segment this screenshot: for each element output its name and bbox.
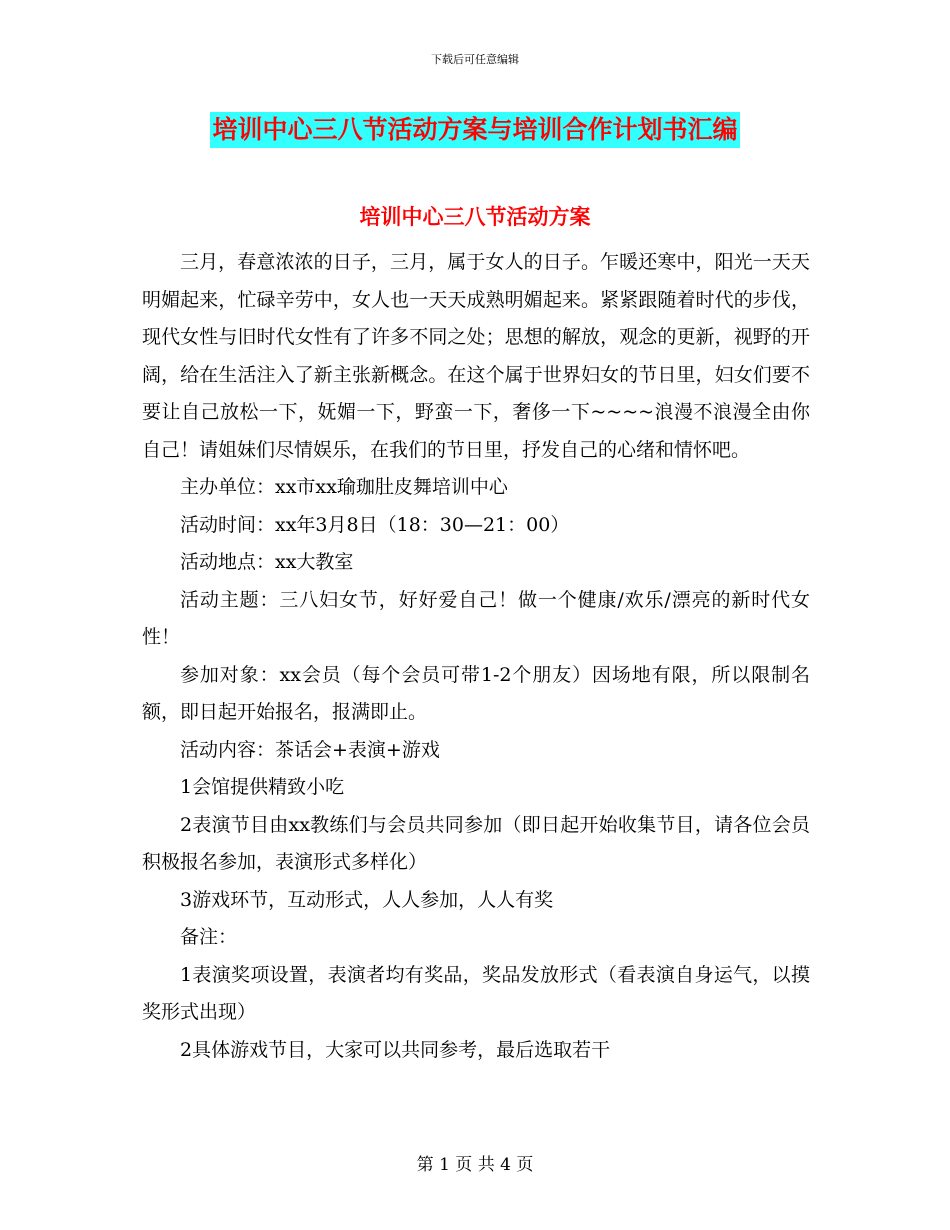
- notes-label: 备注：: [180, 926, 238, 948]
- content-item-1: 1会馆提供精致小吃: [180, 776, 345, 798]
- page-header: [0, 52, 950, 68]
- section-title: 培训中心三八节活动方案: [359, 204, 591, 229]
- note-item-2: 2具体游戏节目，大家可以共同参考，最后选取若干: [180, 1038, 611, 1061]
- download-note: 下载后可任意编辑: [431, 53, 519, 66]
- note-item-1: 1表演奖项设置，表演者均有奖品，奖品发放形式（看表演自身运气，以摸奖形式出现）: [142, 963, 810, 1023]
- page-footer: [0, 1153, 950, 1177]
- event-content-line: 活动内容：茶话会+表演+游戏: [180, 738, 440, 761]
- intro-paragraph: 三月，春意浓浓的日子，三月，属于女人的日子。乍暖还寒中，阳光一天天明媚起来，忙碌辛劳中，女人也一天天成熟明媚起来。紧紧跟随着时代的步伐，现代女性与旧时代女性有了许多不同之处；思想的解放，观念的更新，视野的开阔，给在生活注入了新主张新概念。在这个属于世界妇女的节日里，妇女们要不要让自己放松一下，妩媚一下，野蛮一下，奢侈一下~~~~浪漫不浪漫全由你自己！请姐妹们尽情娱乐，在我们的节日里，抒发自己的心绪和情怀吧。: [142, 251, 810, 461]
- content-item-2: 2表演节目由xx教练们与会员共同参加（即日起开始收集节目，请各位会员积极报名参加，表演形式多样化）: [142, 813, 810, 873]
- document-title-block: [0, 112, 950, 148]
- document-title: 培训中心三八节活动方案与培训合作计划书汇编: [210, 112, 739, 148]
- participants-paragraph: 参加对象：xx会员（每个会员可带1-2个朋友）因场地有限，所以限制名额，即日起开始报名，报满即止。: [142, 663, 810, 723]
- document-body: [142, 244, 810, 1069]
- event-time-line: 活动时间：xx年3月8日（18：30—21：00）: [180, 513, 570, 536]
- event-theme-paragraph: 活动主题：三八妇女节，好好爱自己！做一个健康/欢乐/漂亮的新时代女性！: [142, 588, 810, 648]
- organizer-line: 主办单位：xx市xx瑜珈肚皮舞培训中心: [180, 476, 508, 498]
- content-item-3: 3游戏环节，互动形式，人人参加，人人有奖: [180, 888, 554, 911]
- event-location-line: 活动地点：xx大教室: [180, 551, 354, 573]
- page-indicator: 第 1 页 共 4 页: [416, 1155, 534, 1175]
